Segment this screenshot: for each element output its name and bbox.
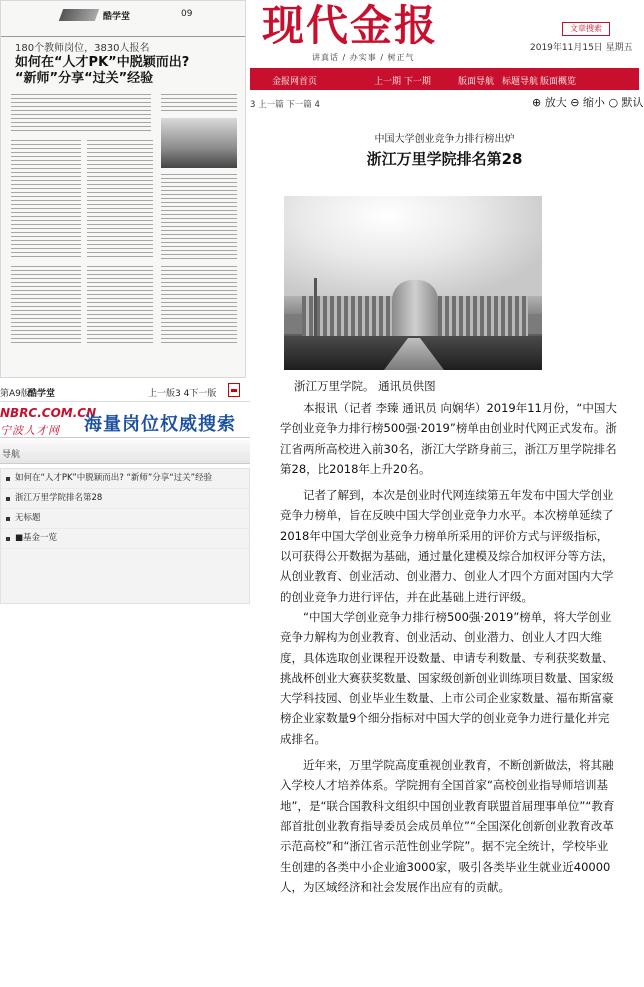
thumbnail-text-block (161, 266, 237, 346)
photo-lamp-post (314, 278, 317, 338)
thumbnail-text-block (11, 94, 151, 134)
issue-pager[interactable]: 上一期 下一期 (374, 77, 431, 87)
ad-slogan (84, 410, 236, 436)
font-size-tools (532, 94, 644, 110)
nav-item[interactable]: ■基金一览 (1, 529, 249, 549)
thumbnail-masthead (1, 1, 245, 37)
recruitment-ad-banner[interactable] (0, 404, 250, 438)
thumbnail-columns (11, 94, 237, 356)
default-size-button[interactable]: ○ 默认 (608, 96, 644, 109)
ad-org: 宁波人才网 (0, 424, 60, 437)
thumbnail-headline-1: 如何在“人才PK”中脱颖而出? (15, 55, 190, 70)
title-nav-link[interactable]: 标题导航 (502, 77, 539, 87)
article-body (280, 398, 618, 897)
campus-photo (284, 196, 542, 370)
thumbnail-headline-2: “新师”分享“过关”经验 (15, 71, 154, 86)
thumbnail-section: 酷学堂 (103, 12, 131, 22)
article-paragraph: “中国大学创业竞争力排行榜500强·2019”榜单，将大学创业竞争力解构为创业教育、创业活动、创业潜力、创业人才四大维度，具体选取创业课程开设数量、申请专利数量、专利获奖数量、挑战杯创业大赛获奖数量、国家级创新创业训练项目数量、国家级大学科技园、创业毕业生数量、上市公司企业家数量、福布斯富豪榜企业家数量9个细分指标对中国大学的创业竞争力进行量化并完成排名。 (280, 609, 614, 746)
home-link[interactable]: 金报网首页 (272, 77, 318, 87)
masthead (250, 0, 639, 66)
thumbnail-text-block (161, 174, 237, 260)
article-pager-bar (250, 96, 644, 112)
pdf-icon[interactable] (228, 383, 240, 397)
nav-item[interactable]: 如何在“人才PK”中脱颖而出? “新师”分享“过关”经验 (1, 469, 249, 489)
edition-pager[interactable]: 上一版3 4下一版 (148, 389, 217, 399)
photo-caption: 浙江万里学院。 通讯员供图 (294, 379, 436, 393)
article-headline: 浙江万里学院排名第28 (366, 150, 523, 168)
thumbnail-photo (161, 118, 237, 168)
brand-slogan: 讲真话 / 办实事 / 树正气 (312, 53, 415, 62)
brand-logo[interactable]: 现代金报 (262, 1, 439, 50)
article-pager[interactable]: 3 上一篇 下一篇 4 (250, 100, 320, 110)
search-button[interactable]: 文章搜索 (562, 22, 610, 36)
left-column (0, 0, 250, 987)
edition-section: 酷学堂 (28, 389, 56, 399)
ad-slogan-a: 海量岗位 (84, 414, 160, 435)
thumbnail-page-number: 09 (181, 9, 193, 19)
layout-nav-link[interactable]: 版面导航 (458, 77, 495, 87)
nav-header: 导航 (0, 440, 250, 464)
photo-building (438, 296, 528, 336)
newspaper-page-thumbnail[interactable] (0, 0, 246, 378)
thumbnail-text-block (11, 266, 81, 346)
article-kicker: 中国大学创业竞争力排行榜出炉 (374, 134, 515, 145)
thumbnail-logo (59, 9, 99, 21)
top-nav-bar (250, 68, 639, 90)
right-column (250, 0, 644, 987)
article-nav-list (0, 468, 250, 604)
ad-slogan-b: 权威搜索 (160, 414, 236, 435)
overview-link[interactable]: 版面概览 (540, 77, 577, 87)
nav-item[interactable]: 浙江万里学院排名第28 (1, 489, 249, 509)
issue-date: 2019年11月15日 星期五 (530, 43, 633, 53)
article-paragraph: 本报讯（记者 李臻 通讯员 向娴华）2019年11月份，“中国大学创业竞争力排行榜500强·2019”榜单由创业时代网正式发布。浙江省两所高校进入前30名，浙江大学跻身前三，浙江万里学院排名第28，比2018年上升20名。 (280, 401, 617, 476)
edition-label: 第A9版: (0, 389, 33, 399)
article-paragraph: 近年来，万里学院高度重视创业教育，不断创新做法，将其融入学校人才培养体系。学院拥有全国首家“高校创业指导师培训基地”，是“联合国教科文组织中国创业教育联盟首届理事单位”“教育部首批创业教育指导委员会成员单位”“全国深化创新创业教育改革示范高校”和“浙江省示范性创业学院”。据不完全统计，学校毕业生创建的各类中小企业逾3000家，吸引各类毕业生就业近40000人，为区域经济和社会发展作出应有的贡献。 (280, 758, 615, 894)
shrink-button[interactable]: ⊖ 缩小 (570, 96, 605, 109)
thumbnail-subheadline: 180个教师岗位，3830人报名 (15, 43, 150, 54)
nav-item[interactable]: 无标题 (1, 509, 249, 529)
thumbnail-text-block (87, 140, 153, 260)
thumbnail-text-block (87, 266, 153, 346)
thumbnail-text-block (161, 94, 237, 114)
article-paragraph: 记者了解到，本次是创业时代网连续第五年发布中国大学创业竞争力榜单，旨在反映中国大学创业竞争力水平。本次榜单延续了2018年中国大学创业竞争力榜单所采用的评价方式与评级指标，以可获得公开数据为基础，通过量化建模及综合加权评分等方法，从创业教育、创业活动、创业潜力、创业人才四个方面对国内大学的创业竞争力进行评估，并在此基础上进行评级。 (280, 488, 614, 604)
enlarge-button[interactable]: ⊕ 放大 (532, 96, 567, 109)
photo-building (392, 280, 438, 336)
thumbnail-text-block (11, 140, 81, 260)
ad-site: NBRC.COM.CN (0, 406, 97, 420)
edition-bar (0, 380, 250, 402)
